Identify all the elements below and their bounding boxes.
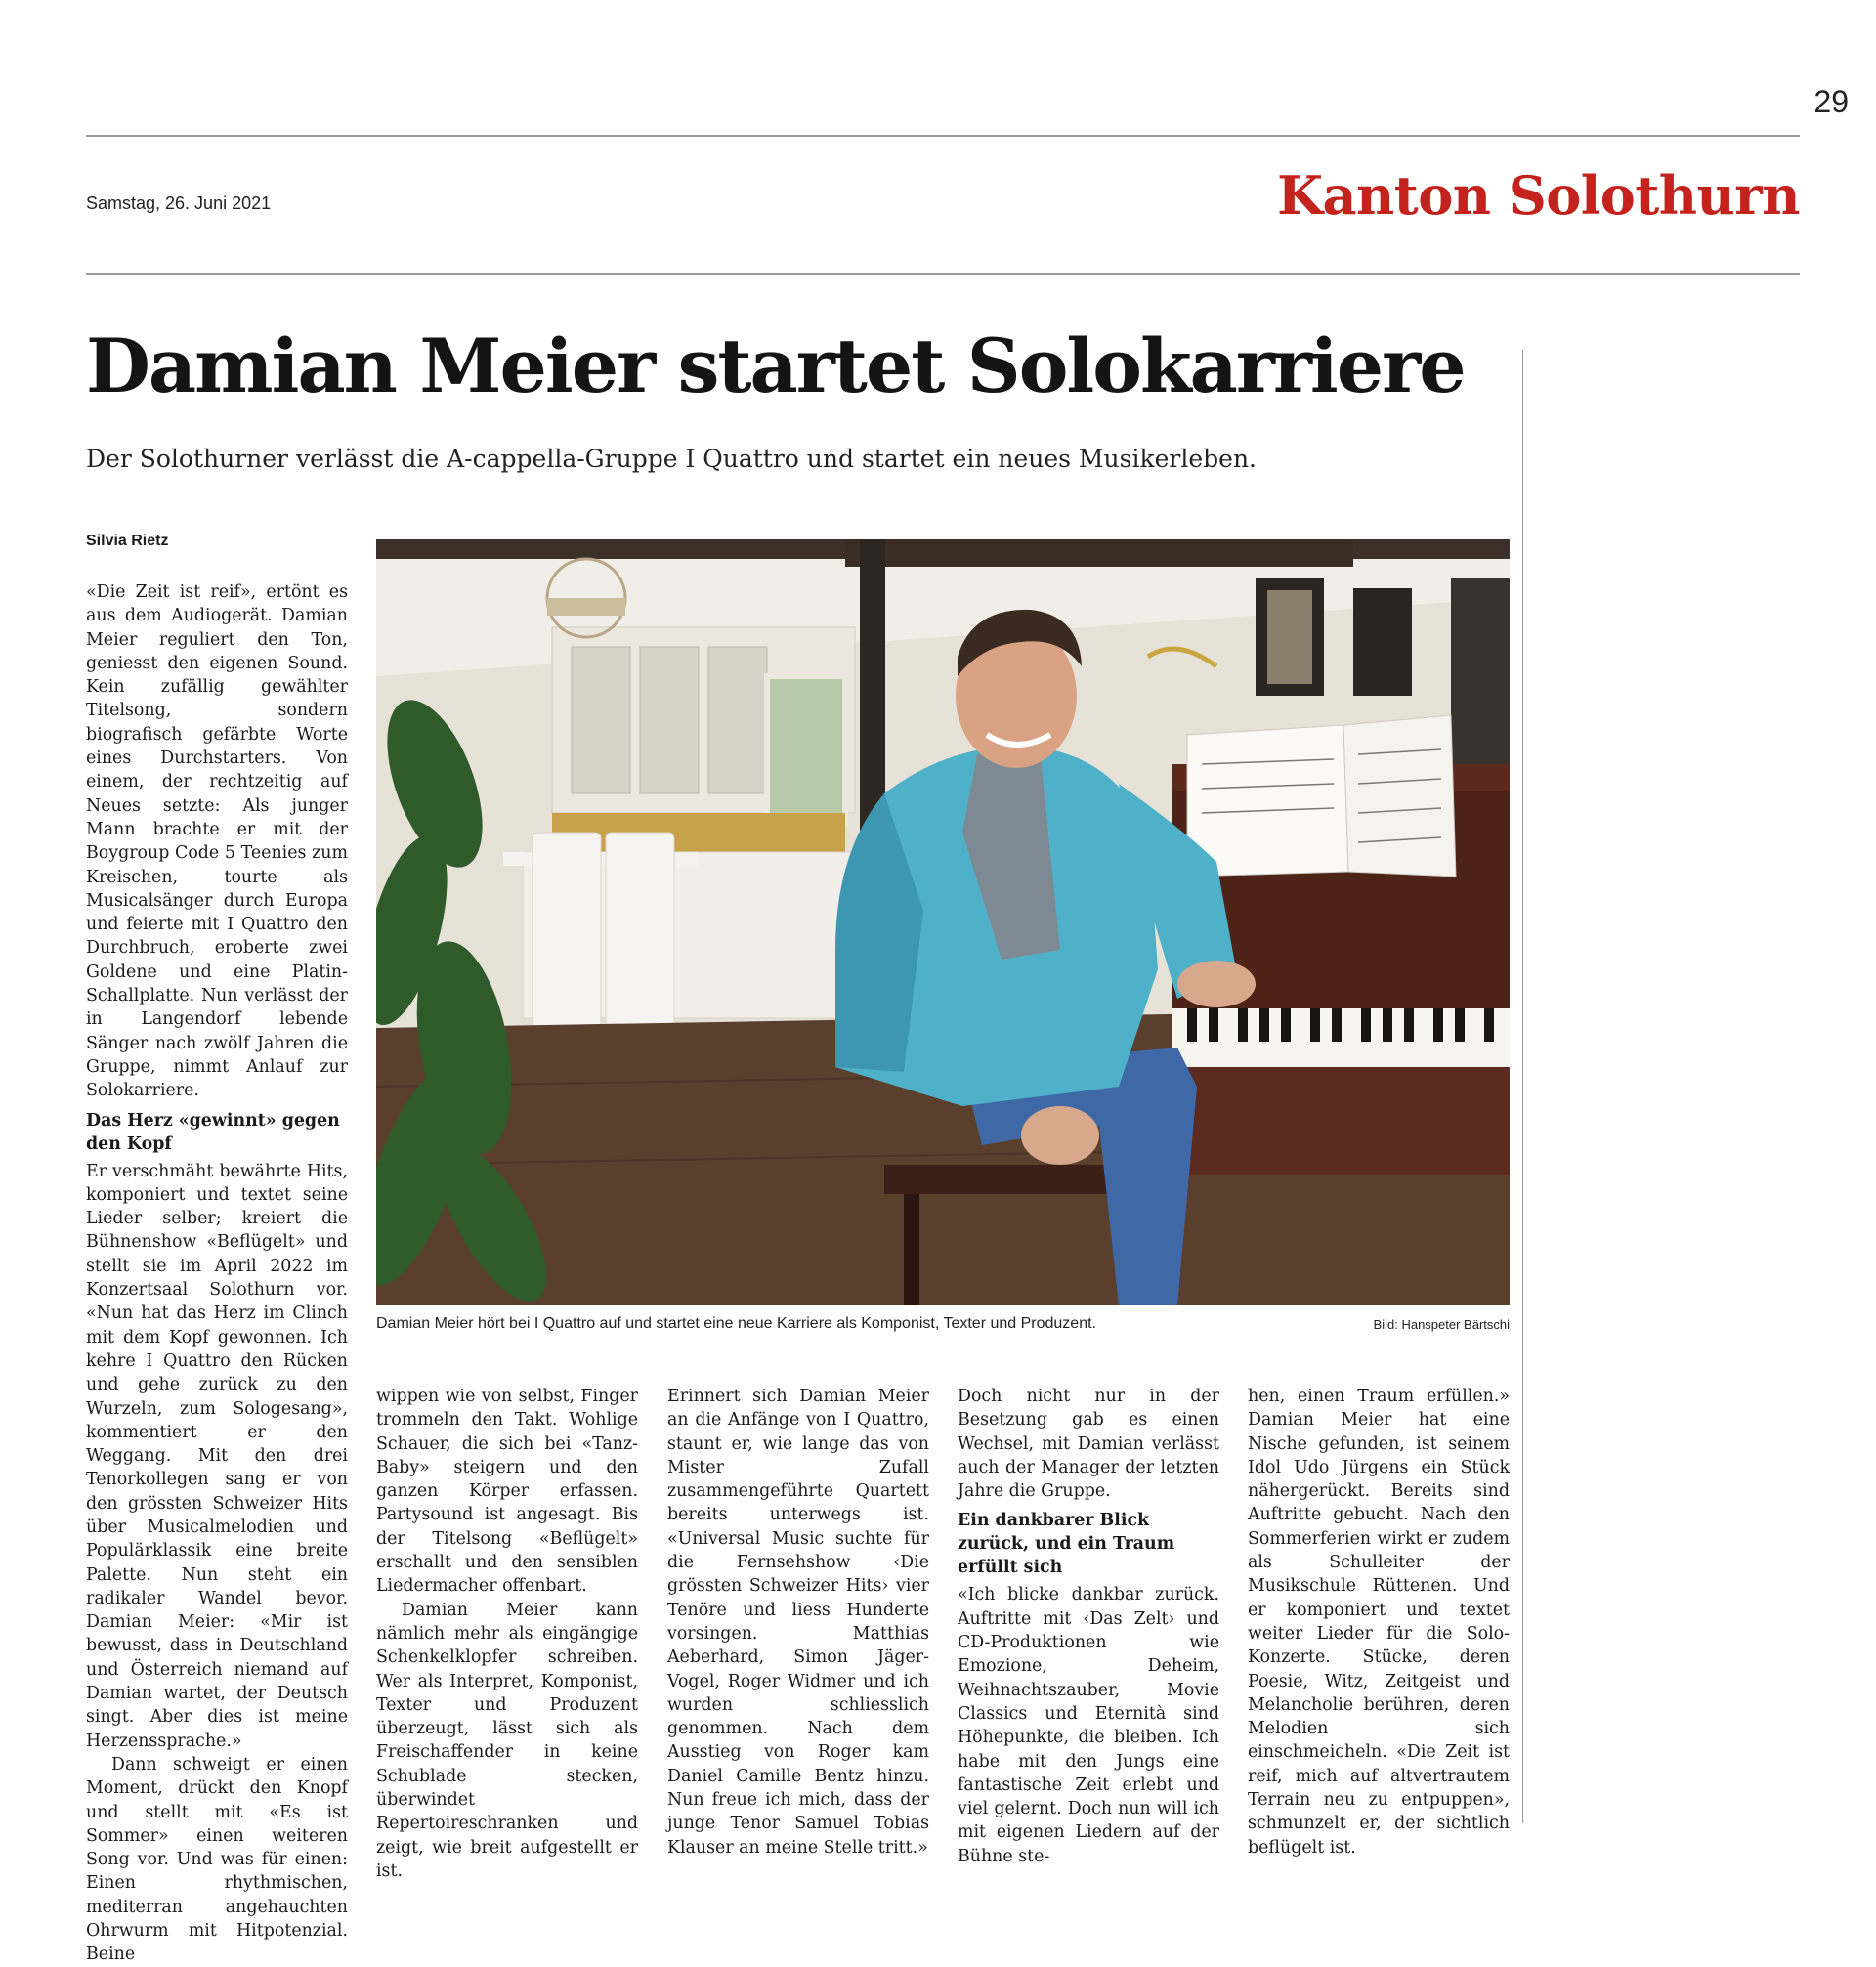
text-column-3 [667, 1385, 929, 1860]
paragraph: hen, einen Traum erfüllen.» Damian Meier hat eine Nische gefunden, ist seinem Idol Udo Jürgens ein Stück nähergerückt. Bereits sind Auftritte gebucht. Nach den Sommerferien wirkt er zudem als Schulleiter der Musikschule Rüttenen. Und er komponiert und textet weiter Lieder für die Solo-Konzerte. Stücke, deren Poesie, Witz, Zeitgeist und Melancholie berühren, deren Melodien sich einschmeicheln. «Die Zeit ist reif, mich auf altvertrautem Terrain neu zu entpuppen», schmunzelt er, der sichtlich beflügelt ist. [1248, 1387, 1510, 1858]
paragraph: Er verschmäht bewährte Hits, komponiert und textet seine Lieder selber; kreiert die Bühnenshow «Beflügelt» und stellt sie im April 2022 im Konzertsaal Solothurn vor. «Nun hat das Herz im Clinch mit dem Kopf gewonnen. Ich kehre I Quattro den Rücken und gehe zurück zu den Wurzeln, zum Sologesang», kommentiert er den Weggang. Mit den drei Tenorkollegen sang er von den grössten Schweizer Hits über Musicalmelodien und Populärklassik eine breite Palette. Nun steht ein radikaler Wandel bevor. Damian Meier: «Mir ist bewusst, dass in Deutschland und Österreich niemand auf Damian wartet, der Deutsch singt. Aber dies ist meine Herzenssprache.» [86, 1161, 348, 1751]
paragraph: Damian Meier kann nämlich mehr als eingängige Schenkelklopfer schreiben. Wer als Interpret, Komponist, Texter und Produzent überzeugt, lässt sich als Freischaffender in keine Schublade stecken, überwindet Repertoireschranken und zeigt, wie breit aufgestellt er ist. [376, 1600, 638, 1881]
subheading: Das Herz «gewinnt» gegen den Kopf [86, 1110, 340, 1154]
photo-illustration [376, 539, 1510, 1305]
article-photo [376, 539, 1510, 1305]
photo-credit: Bild: Hanspeter Bärtschi [1373, 1317, 1510, 1332]
section-title: Kanton Solothurn [1277, 164, 1800, 227]
article-subheadline: Der Solothurner verlässt die A-cappella-Gruppe I Quattro und startet ein neues Musikerleben. [86, 445, 1257, 473]
column-divider [1522, 350, 1523, 1823]
text-column-1 [86, 580, 348, 1967]
paragraph: Erinnert sich Damian Meier an die Anfänge von I Quattro, staunt er, wie lange das von Mister Zufall zusammengeführte Quartett bereits unterwegs ist. «Universal Music suchte für die Fernsehshow ‹Die grössten Schweizer Hits› vier Tenöre und liess Hunderte vorsingen. Matthias Aeberhard, Simon Jäger-Vogel, Roger Widmer und ich wurden schliesslich genommen. Nach dem Ausstieg von Roger kam Daniel Camille Bentz hinzu. Nun freue ich mich, dass der junge Tenor Samuel Tobias Klauser an meine Stelle tritt.» [667, 1387, 929, 1858]
photo-caption: Damian Meier hört bei I Quattro auf und startet eine neue Karriere als Komponist, Texter und Produzent. [376, 1315, 1096, 1332]
header-rule-bottom [86, 273, 1800, 275]
paragraph: «Die Zeit ist reif», ertönt es aus dem Audiogerät. Damian Meier reguliert den Ton, geniesst den eigenen Sound. Kein zufällig gewählter Titelsong, sondern biografisch gefärbte Worte eines Durchstarters. Von einem, der rechtzeitig auf Neues setzte: Als junger Mann brachte er mit der Boygroup Code 5 Teenies zum Kreischen, tourte als Musicalsänger durch Europa und feierte mit I Quattro den Durchbruch, eroberte zwei Goldene und eine Platin-Schallplatte. Nun verlässt der in Langendorf lebende Sänger nach zwölf Jahren die Gruppe, nimmt Anlauf zur Solokarriere. [86, 582, 348, 1101]
paragraph: wippen wie von selbst, Finger trommeln den Takt. Wohlige Schauer, die sich bei «Tanz-Baby» steigern und den ganzen Körper erfassen. Partysound ist angesagt. Bis der Titelsong «Beflügelt» erschallt und den sensiblen Liedermacher offenbart. [376, 1387, 638, 1597]
article-headline: Damian Meier startet Solokarriere [86, 322, 1465, 409]
text-column-4 [958, 1385, 1219, 1868]
paragraph: «Ich blicke dankbar zurück. Auftritte mit ‹Das Zelt› und CD-Produktionen wie Emozione, Deheim, Weihnachtszauber, Movie Classics und Eternità sind Höhepunkte, die bleiben. Ich habe mit den Jungs eine fantastische Zeit erlebt und viel gelernt. Doch nun will ich mit eigenen Liedern auf der Bühne ste- [958, 1585, 1219, 1866]
text-column-5 [1248, 1385, 1510, 1860]
text-column-2 [376, 1385, 638, 1883]
paragraph: Doch nicht nur in der Besetzung gab es einen Wechsel, mit Damian verlässt auch der Manager der letzten Jahre die Gruppe. [958, 1387, 1219, 1502]
subheading: Ein dankbarer Blick zurück, und ein Traum erfüllt sich [958, 1511, 1175, 1578]
header-rule-top [86, 135, 1800, 137]
author-byline: Silvia Rietz [86, 533, 169, 549]
paragraph: Dann schweigt er einen Moment, drückt den Knopf und stellt mit «Es ist Sommer» einen weiteren Song vor. Und was für einen: Einen rhythmischen, mediterran angehauchten Ohrwurm mit Hitpotenzial. Beine [86, 1754, 348, 1965]
issue-date: Samstag, 26. Juni 2021 [86, 193, 272, 213]
page-number: 29 [1813, 84, 1849, 119]
